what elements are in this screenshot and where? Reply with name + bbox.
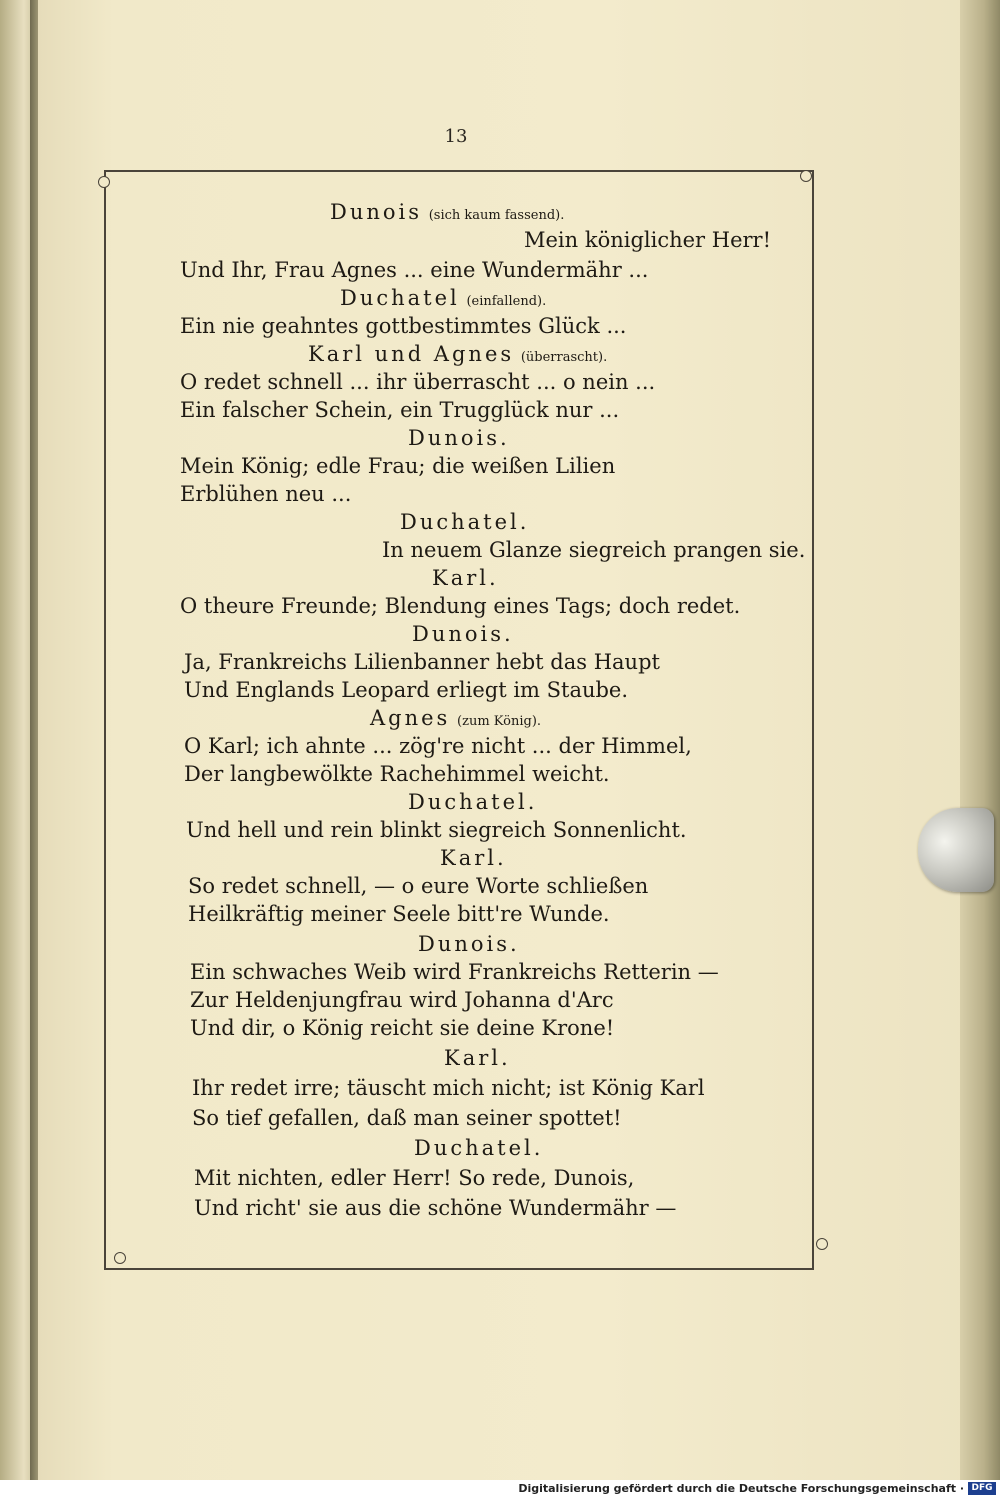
verse-line: In neuem Glanze siegreich prangen sie. [382, 538, 806, 562]
verse-line: O redet schnell ... ihr überrascht ... o nein ... [180, 370, 656, 394]
stage-direction: (sich kaum fassend). [428, 208, 565, 223]
verse-line: Ein falscher Schein, ein Trugglück nur ... [180, 398, 620, 422]
speaker-heading [408, 790, 537, 814]
verse-line: Mit nichten, edler Herr! So rede, Dunois, [194, 1166, 635, 1190]
verse-line: Und dir, o König reicht sie deine Krone! [190, 1016, 615, 1040]
stage-direction: (zum König). [457, 714, 542, 729]
speaker-heading [330, 200, 564, 224]
verse-line: O theure Freunde; Blendung eines Tags; doch redet. [180, 594, 741, 618]
speaker-name: Duchatel. [414, 1136, 544, 1160]
speaker-heading [418, 932, 520, 956]
speaker-name: Dunois. [418, 932, 520, 956]
verse-line: Mein König; edle Frau; die weißen Lilien [180, 454, 616, 478]
speaker-name: Duchatel. [400, 510, 530, 534]
verse-line: Und Englands Leopard erliegt im Staube. [184, 678, 629, 702]
speaker-name: Karl und Agnes [308, 342, 515, 366]
speaker-heading [444, 1046, 511, 1070]
speaker-name: Karl. [440, 846, 507, 870]
speaker-name: Dunois. [412, 622, 514, 646]
stage-direction: (einfallend). [466, 294, 547, 309]
verse-line: So tief gefallen, daß man seiner spottet! [192, 1106, 622, 1130]
speaker-heading [400, 510, 529, 534]
verse-line: Erblühen neu ... [180, 482, 352, 506]
verse-line: Der langbewölkte Rachehimmel weicht. [184, 762, 610, 786]
speaker-heading [408, 426, 510, 450]
speaker-heading [414, 1136, 543, 1160]
speaker-name: Karl. [432, 566, 499, 590]
page-number: 13 [444, 126, 468, 147]
speaker-heading [432, 566, 499, 590]
verse-line: Mein königlicher Herr! [524, 228, 772, 252]
verse-line: Und richt' sie aus die schöne Wundermähr — [194, 1196, 677, 1220]
stage-direction: (überrascht). [520, 350, 608, 365]
verse-line: Und Ihr, Frau Agnes ... eine Wundermähr ... [180, 258, 649, 282]
speaker-heading [340, 286, 546, 310]
verse-line: Und hell und rein blinkt siegreich Sonnenlicht. [186, 818, 687, 842]
speaker-name: Agnes [370, 706, 451, 730]
speaker-heading [370, 706, 541, 730]
speaker-name: Dunois. [408, 426, 510, 450]
speaker-heading [412, 622, 514, 646]
speaker-name: Duchatel [340, 286, 460, 310]
speaker-name: Dunois [330, 200, 423, 224]
digitization-credit: Digitalisierung gefördert durch die Deutsche Forschungsgemeinschaft · [518, 1482, 964, 1495]
speaker-name: Duchatel. [408, 790, 538, 814]
verse-line: Heilkräftig meiner Seele bitt're Wunde. [188, 902, 610, 926]
verse-line: Ein schwaches Weib wird Frankreichs Retterin — [190, 960, 719, 984]
speaker-name: Karl. [444, 1046, 511, 1070]
verse-line: Zur Heldenjungfrau wird Johanna d'Arc [190, 988, 614, 1012]
verse-line: O Karl; ich ahnte ... zög're nicht ... der Himmel, [184, 734, 692, 758]
verse-line: Ja, Frankreichs Lilienbanner hebt das Haupt [184, 650, 660, 674]
speaker-heading [440, 846, 507, 870]
speaker-heading [308, 342, 607, 366]
verse-line: Ihr redet irre; täuscht mich nicht; ist König Karl [192, 1076, 705, 1100]
verse-line: So redet schnell, — o eure Worte schließen [188, 874, 649, 898]
dfg-logo: DFG [968, 1482, 996, 1495]
verse-line: Ein nie geahntes gottbestimmtes Glück ... [180, 314, 627, 338]
